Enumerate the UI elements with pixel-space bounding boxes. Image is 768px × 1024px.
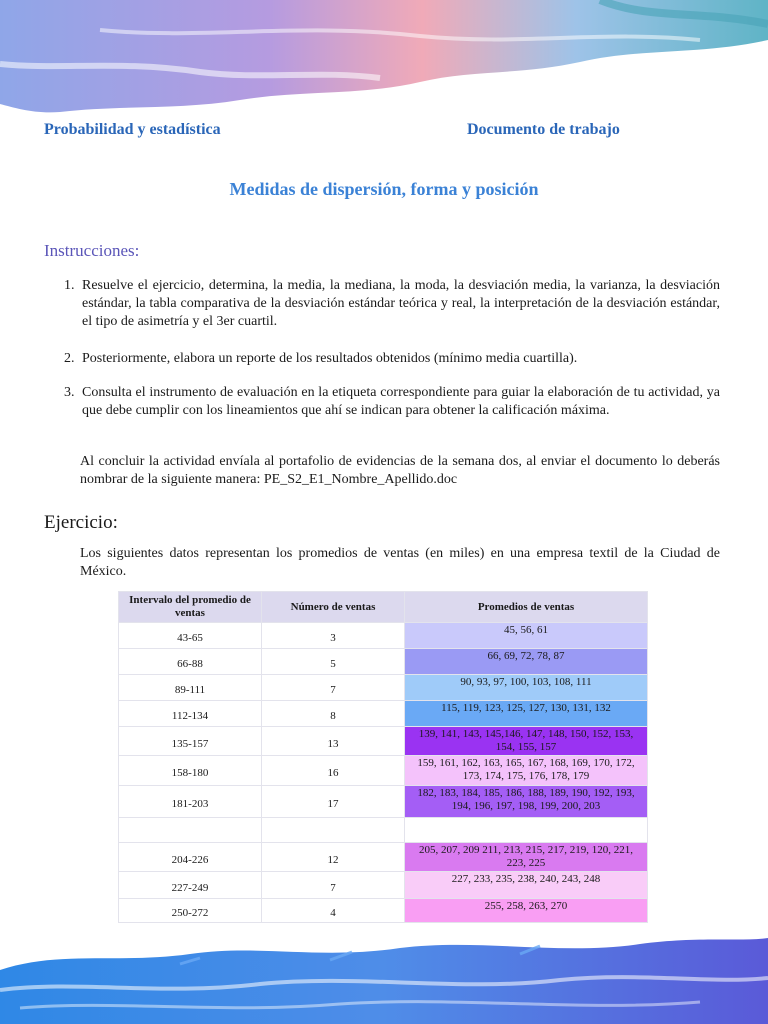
instructions-heading: Instrucciones: xyxy=(44,241,140,260)
values-cell: 182, 183, 184, 185, 186, 188, 189, 190, 192, 193, 194, 196, 197, 198, 199, 200, 203 xyxy=(405,786,648,818)
count-cell: 13 xyxy=(262,727,405,756)
table-row xyxy=(119,899,648,923)
interval-cell: 204-226 xyxy=(119,843,262,872)
list-item-text: Consulta el instrumento de evaluación en la etiqueta correspondiente para guiar la elaboración de tu actividad, ya que debe cumplir con los lineamientos que ahí se indican para obtener la calificación máxima. xyxy=(82,385,720,418)
values-cell: 205, 207, 209 211, 213, 215, 217, 219, 120, 221, 223, 225 xyxy=(405,843,648,872)
count-cell: 17 xyxy=(262,786,405,818)
interval-cell: 66-88 xyxy=(119,649,262,675)
count-cell: 7 xyxy=(262,675,405,701)
top-decorative-banner xyxy=(0,0,768,120)
interval-cell: 43-65 xyxy=(119,623,262,649)
exercise-description: Los siguientes datos representan los promedios de ventas (en miles) en una empresa textil de la Ciudad de México. xyxy=(80,546,720,579)
values-cell: 90, 93, 97, 100, 103, 108, 111 xyxy=(405,675,648,701)
table-row xyxy=(119,675,648,701)
list-item xyxy=(64,350,720,368)
list-item xyxy=(64,277,720,331)
list-item-text: Resuelve el ejercicio, determina, la media, la mediana, la moda, la desviación media, la varianza, la desviación estándar, la tabla comparativa de la desviación estándar teórica y real, la interpretación de la desviación estándar, el tipo de asimetría y el 3er cuartil. xyxy=(82,278,720,329)
table-row xyxy=(119,843,648,872)
table-row xyxy=(119,701,648,727)
table-row xyxy=(119,872,648,899)
count-cell: 8 xyxy=(262,701,405,727)
table-row xyxy=(119,818,648,843)
bottom-decorative-banner xyxy=(0,930,768,1024)
exercise-heading: Ejercicio: xyxy=(44,512,118,533)
values-cell: 139, 141, 143, 145,146, 147, 148, 150, 152, 153, 154, 155, 157 xyxy=(405,727,648,756)
interval-cell: 158-180 xyxy=(119,756,262,786)
count-cell: 16 xyxy=(262,756,405,786)
table-row xyxy=(119,727,648,756)
table-header-row xyxy=(119,592,648,623)
interval-cell: 227-249 xyxy=(119,872,262,899)
values-cell: 45, 56, 61 xyxy=(405,623,648,649)
values-cell: 115, 119, 123, 125, 127, 130, 131, 132 xyxy=(405,701,648,727)
values-cell: 227, 233, 235, 238, 240, 243, 248 xyxy=(405,872,648,899)
header-values: Promedios de ventas xyxy=(405,592,648,623)
values-cell: 159, 161, 162, 163, 165, 167, 168, 169, 170, 172, 173, 174, 175, 176, 178, 179 xyxy=(405,756,648,786)
count-cell: 7 xyxy=(262,872,405,899)
course-title: Probabilidad y estadística xyxy=(44,121,221,138)
count-cell xyxy=(262,818,405,843)
count-cell: 12 xyxy=(262,843,405,872)
values-cell: 255, 258, 263, 270 xyxy=(405,899,648,923)
count-cell: 5 xyxy=(262,649,405,675)
count-cell: 4 xyxy=(262,899,405,923)
list-item-number: 1. xyxy=(64,278,75,293)
list-item-number: 3. xyxy=(64,385,75,400)
table-row xyxy=(119,649,648,675)
interval-cell: 181-203 xyxy=(119,786,262,818)
values-cell: 66, 69, 72, 78, 87 xyxy=(405,649,648,675)
list-item xyxy=(64,384,720,420)
count-cell: 3 xyxy=(262,623,405,649)
header-count: Número de ventas xyxy=(262,592,405,623)
page-title: Medidas de dispersión, forma y posición xyxy=(229,179,539,199)
sales-data-table xyxy=(118,591,648,923)
interval-cell xyxy=(119,818,262,843)
interval-cell: 135-157 xyxy=(119,727,262,756)
values-cell xyxy=(405,818,648,843)
interval-cell: 250-272 xyxy=(119,899,262,923)
header-interval: Intervalo del promedio de ventas xyxy=(119,592,262,623)
table-row xyxy=(119,623,648,649)
document-type: Documento de trabajo xyxy=(467,121,620,138)
table-row xyxy=(119,756,648,786)
list-item-number: 2. xyxy=(64,351,75,366)
list-item-text: Posteriormente, elabora un reporte de los resultados obtenidos (mínimo media cuartilla). xyxy=(82,351,578,366)
submission-note: Al concluir la actividad envíala al portafolio de evidencias de la semana dos, al enviar el documento lo deberás nombrar de la siguiente manera: PE_S2_E1_Nombre_Apellido.doc xyxy=(80,454,720,487)
interval-cell: 89-111 xyxy=(119,675,262,701)
table-row xyxy=(119,786,648,818)
interval-cell: 112-134 xyxy=(119,701,262,727)
